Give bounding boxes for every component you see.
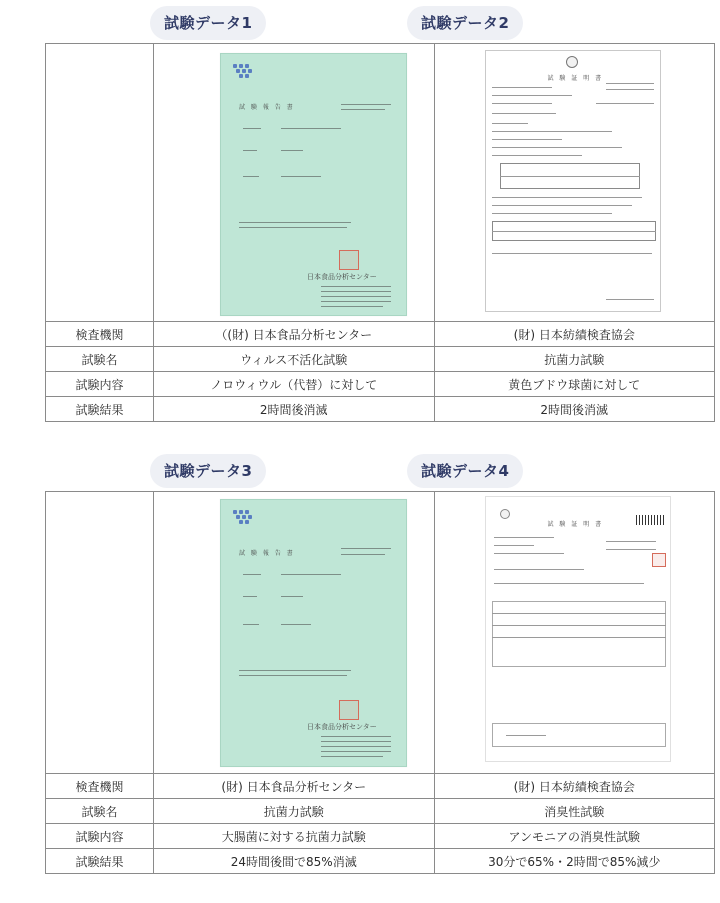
row-label: 試験名	[46, 347, 154, 372]
row-label: 検査機関	[46, 322, 154, 347]
document-image-cell-1	[154, 44, 435, 322]
row-value-left: 抗菌力試験	[154, 799, 435, 824]
title-test-data-3: 試験データ3	[150, 454, 266, 488]
row-value-right: 黄色ブドウ球菌に対して	[434, 372, 715, 397]
test-data-table-2	[45, 491, 715, 874]
title-test-data-4: 試験データ4	[407, 454, 523, 488]
row-value-left: (財) 日本食品分析センター	[154, 774, 435, 799]
test-report-document-image	[220, 53, 407, 316]
doc-title: 試 験 報 告 書	[239, 550, 295, 557]
row-value-right: アンモニアの消臭性試験	[434, 824, 715, 849]
doc-title: 試 験 報 告 書	[239, 104, 295, 111]
row-value-left: （(財) 日本食品分析センター	[154, 322, 435, 347]
document-image-cell-2	[434, 44, 715, 322]
doc-center-name: 日本食品分析センター	[307, 273, 377, 281]
row-value-left: ノロウィウル（代替）に対して	[154, 372, 435, 397]
empty-label-cell	[46, 44, 154, 322]
doc-title: 試 験 証 明 書	[547, 75, 604, 82]
row-label: 検査機関	[46, 774, 154, 799]
document-image-cell-4	[434, 492, 715, 774]
row-label: 試験内容	[46, 372, 154, 397]
row-label: 試験名	[46, 799, 154, 824]
row-value-right: (財) 日本紡績検査協会	[434, 774, 715, 799]
row-value-left: 大腸菌に対する抗菌力試験	[154, 824, 435, 849]
barcode-icon	[636, 515, 666, 525]
doc-title: 試 験 証 明 書	[547, 521, 604, 528]
row-value-left: 2時間後消滅	[154, 397, 435, 422]
test-data-section-1	[0, 0, 720, 440]
seal-stamp-icon	[339, 700, 359, 720]
row-value-right: 消臭性試験	[434, 799, 715, 824]
test-report-document-image	[220, 499, 407, 767]
row-label: 試験結果	[46, 397, 154, 422]
test-data-section-2	[0, 448, 720, 898]
empty-label-cell	[46, 492, 154, 774]
row-value-left: 24時間後間で85%消滅	[154, 849, 435, 874]
row-value-right: (財) 日本紡績検査協会	[434, 322, 715, 347]
row-value-right: 30分で65%・2時間で85%減少	[434, 849, 715, 874]
doc-center-name: 日本食品分析センター	[307, 723, 377, 731]
title-test-data-2: 試験データ2	[407, 6, 523, 40]
lab-logo-icon	[233, 510, 259, 526]
row-value-left: ウィルス不活化試験	[154, 347, 435, 372]
seal-stamp-icon	[339, 250, 359, 270]
document-image-cell-3	[154, 492, 435, 774]
lab-logo-icon	[233, 64, 259, 80]
emblem-icon	[566, 56, 578, 68]
row-label: 試験結果	[46, 849, 154, 874]
emblem-icon	[500, 509, 510, 519]
test-certificate-document-image	[485, 50, 661, 312]
title-test-data-1: 試験データ1	[150, 6, 266, 40]
test-certificate-document-image	[485, 496, 671, 762]
test-data-table-1	[45, 43, 715, 422]
row-label: 試験内容	[46, 824, 154, 849]
row-value-right: 抗菌力試験	[434, 347, 715, 372]
seal-stamp-icon	[652, 553, 666, 567]
row-value-right: 2時間後消滅	[434, 397, 715, 422]
